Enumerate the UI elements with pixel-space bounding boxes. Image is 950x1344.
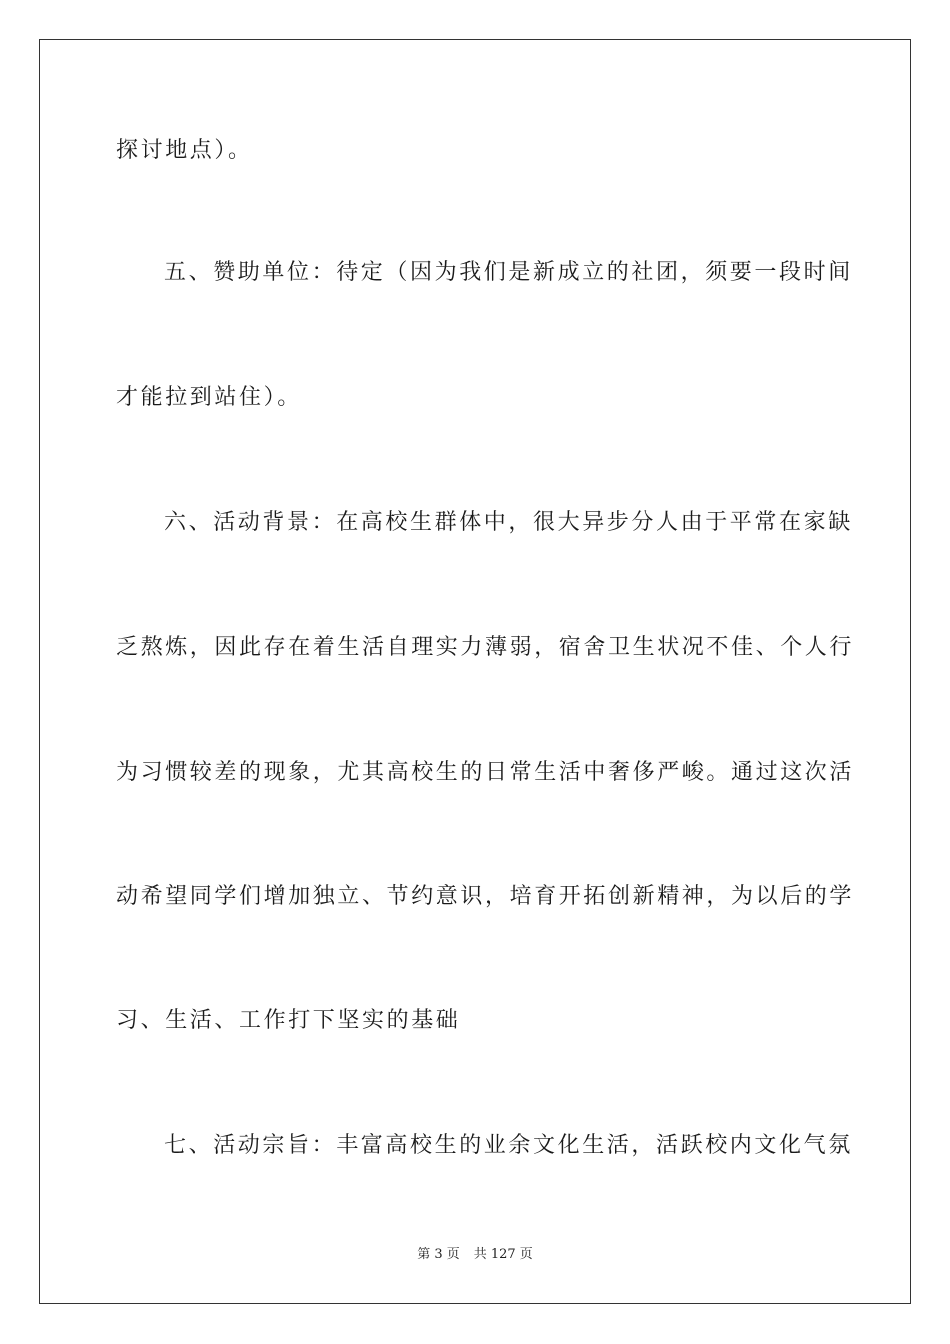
page-border <box>39 39 911 1304</box>
text-line: 为习惯较差的现象，尤其高校生的日常生活中奢侈严峻。通过这次活 <box>116 760 855 785</box>
page-number: 第 3 页 <box>417 1247 460 1262</box>
text-line: 六、活动背景：在高校生群体中，很大异步分人由于平常在家缺 <box>164 510 853 535</box>
text-line: 七、活动宗旨：丰富高校生的业余文化生活，活跃校内文化气氛 <box>164 1133 853 1158</box>
page-footer <box>0 1246 950 1264</box>
text-line: 乏熬炼，因此存在着生活自理实力薄弱，宿舍卫生状况不佳、个人行 <box>116 635 855 660</box>
text-line: 探讨地点）。 <box>116 138 253 163</box>
text-line: 五、赞助单位：待定（因为我们是新成立的社团，须要一段时间 <box>164 260 853 285</box>
text-line: 才能拉到站住）。 <box>116 385 302 410</box>
text-line: 习、生活、工作打下坚实的基础 <box>116 1008 461 1033</box>
text-line: 动希望同学们增加独立、节约意识，培育开拓创新精神，为以后的学 <box>116 884 855 909</box>
page-total: 共 127 页 <box>473 1247 533 1262</box>
